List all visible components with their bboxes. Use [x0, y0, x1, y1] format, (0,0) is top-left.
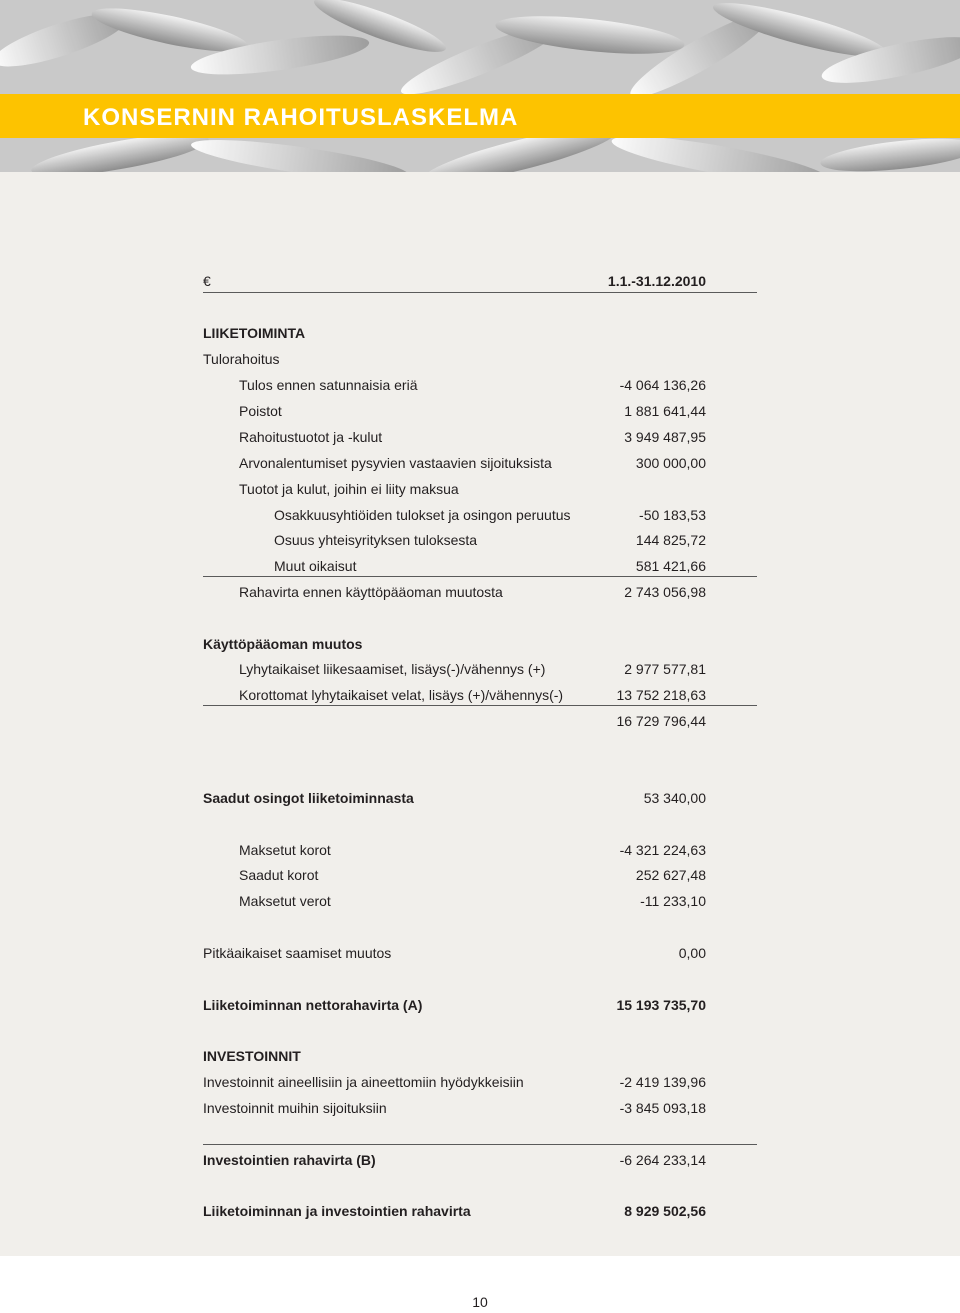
row-label: Muut oikaisut [274, 558, 357, 574]
row-label: Saadut osingot liiketoiminnasta [203, 790, 414, 806]
row-label: Tulos ennen satunnaisia eriä [239, 377, 418, 393]
row-value: 0,00 [678, 945, 706, 961]
row-value: 3 949 487,95 [624, 429, 706, 445]
row-label: Arvonalentumiset pysyvien vastaavien sijoituksista [239, 455, 552, 471]
header-rule [203, 292, 757, 293]
page-number: 10 [472, 1294, 488, 1310]
section-heading-investoinnit: INVESTOINNIT [203, 1048, 301, 1064]
row-value: 1 881 641,44 [624, 403, 706, 419]
header-photo [0, 0, 960, 172]
row-value: -50 183,53 [639, 507, 706, 523]
row-label: Rahavirta ennen käyttöpääoman muutosta [239, 584, 503, 600]
statement-row [274, 529, 706, 551]
row-value: -2 419 139,96 [619, 1074, 706, 1090]
statement-row [239, 452, 706, 474]
statement-row [274, 555, 706, 577]
subheading-tuotot-kulut: Tuotot ja kulut, joihin ei liity maksua [239, 481, 459, 497]
row-value: -6 264 233,14 [619, 1152, 706, 1168]
section-heading-liiketoiminta: LIIKETOIMINTA [203, 325, 306, 341]
statement-row [274, 504, 706, 526]
row-label: Maksetut verot [239, 893, 331, 909]
row-label: Lyhytaikaiset liikesaamiset, lisäys(-)/vähennys (+) [239, 661, 546, 677]
row-value: 15 193 735,70 [616, 997, 706, 1013]
row-value: -4 064 136,26 [619, 377, 706, 393]
statement-row [239, 581, 706, 603]
subtotal-rule [203, 1144, 757, 1145]
petals-image [0, 0, 960, 172]
section-heading-kayttopaaoma: Käyttöpääoman muutos [203, 636, 363, 652]
row-label: Korottomat lyhytaikaiset velat, lisäys (+)/vähennys(-) [239, 687, 564, 703]
row-value: 300 000,00 [635, 455, 706, 471]
row-label: Investointien rahavirta (B) [203, 1152, 376, 1168]
row-label: Liiketoiminnan ja investointien rahavirta [203, 1203, 471, 1219]
row-value: 581 421,66 [635, 558, 706, 574]
statement-row [239, 839, 706, 861]
row-value: 144 825,72 [635, 532, 706, 548]
statement-row [239, 658, 706, 680]
row-label: Poistot [239, 403, 282, 419]
row-label: Liiketoiminnan nettorahavirta (A) [203, 997, 423, 1013]
row-label: Maksetut korot [239, 842, 331, 858]
row-label: Investoinnit muihin sijoituksiin [203, 1100, 387, 1116]
page-title: KONSERNIN RAHOITUSLASKELMA [83, 104, 519, 131]
row-label: Pitkäaikaiset saamiset muutos [203, 945, 392, 961]
subtotal-row [239, 710, 706, 732]
row-value: 8 929 502,56 [624, 1203, 706, 1219]
statement-row [203, 942, 706, 964]
subtotal-rule [203, 705, 757, 706]
total-row-b [203, 1149, 706, 1171]
statement-row [239, 400, 706, 422]
row-value: -3 845 093,18 [619, 1100, 706, 1116]
total-row-a [203, 994, 706, 1016]
period-label: 1.1.-31.12.2010 [607, 273, 706, 289]
row-label: Saadut korot [239, 867, 319, 883]
row-value: -11 233,10 [640, 893, 706, 909]
statement-row [239, 684, 706, 706]
row-label: Osakkuusyhtiöiden tulokset ja osingon peruutus [274, 507, 571, 523]
row-value: 252 627,48 [635, 867, 706, 883]
row-value: 13 752 218,63 [616, 687, 706, 703]
row-value: -4 321 224,63 [619, 842, 706, 858]
statement-row [203, 1097, 706, 1119]
row-value: 53 340,00 [643, 790, 706, 806]
statement-row [239, 864, 706, 886]
grand-total-row [203, 1200, 706, 1222]
subtotal-rule [203, 576, 757, 577]
row-label: Osuus yhteisyrityksen tuloksesta [274, 532, 478, 548]
statement-row [203, 787, 706, 809]
statement-row [239, 374, 706, 396]
column-header [203, 270, 706, 292]
subtotal-value: 16 729 796,44 [616, 713, 706, 729]
statement-row [239, 426, 706, 448]
statement-row [203, 1071, 706, 1093]
subheading-tulorahoitus: Tulorahoitus [203, 351, 280, 367]
row-value: 2 743 056,98 [624, 584, 706, 600]
row-label: Investoinnit aineellisiin ja aineettomiin hyödykkeisiin [203, 1074, 524, 1090]
currency-label: € [203, 273, 211, 289]
statement-row [239, 890, 706, 912]
row-value: 2 977 577,81 [624, 661, 706, 677]
row-label: Rahoitustuotot ja -kulut [239, 429, 383, 445]
